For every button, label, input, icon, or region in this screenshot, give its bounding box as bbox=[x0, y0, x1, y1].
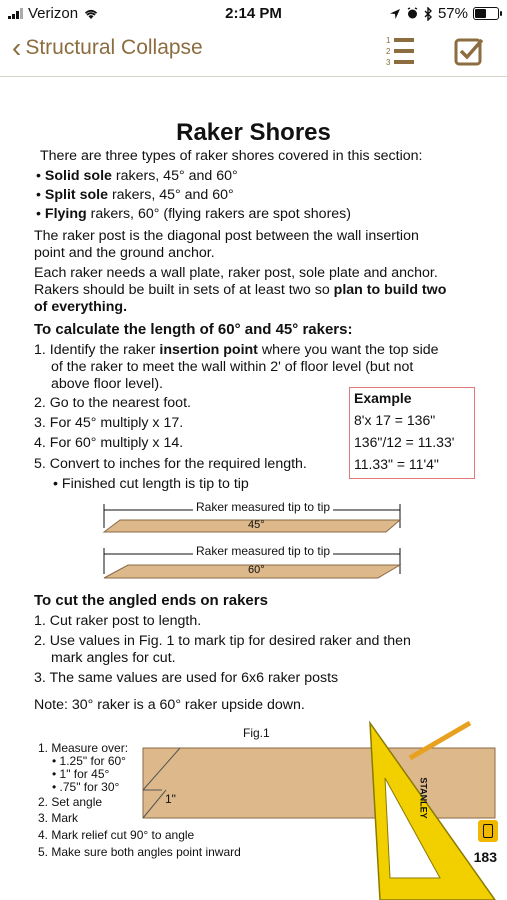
step-line: 2. Use values in Fig. 1 to mark tip for desired raker and then bbox=[34, 633, 411, 649]
figure-step: • 1" for 45° bbox=[52, 767, 110, 781]
step-line: 4. For 60° multiply x 14. bbox=[34, 435, 184, 451]
intro-text: There are three types of raker shores covered in this section: bbox=[40, 148, 423, 164]
checklist-icon[interactable] bbox=[452, 34, 486, 68]
step-line: 1. Identify the raker insertion point where you want the top side bbox=[34, 342, 439, 358]
paragraph-line: Rakers should be built in sets of at least two so plan to build two bbox=[34, 282, 447, 298]
paragraph-line: point and the ground anchor. bbox=[34, 245, 215, 261]
figure-step: 2. Set angle bbox=[38, 795, 103, 809]
paragraph-line: The raker post is the diagonal post between the wall insertion bbox=[34, 228, 419, 244]
example-line: 11.33" = 11'4" bbox=[354, 456, 439, 472]
figure-step: 3. Mark bbox=[38, 811, 79, 825]
dimension-label: 1" bbox=[165, 792, 176, 806]
alarm-icon bbox=[406, 7, 419, 20]
page-title: Raker Shores bbox=[176, 119, 331, 146]
bluetooth-icon bbox=[424, 7, 433, 21]
figure-step: 5. Make sure both angles point inward bbox=[38, 845, 241, 859]
figure-step: 4. Mark relief cut 90° to angle bbox=[38, 828, 195, 842]
svg-text:2: 2 bbox=[386, 47, 391, 56]
board-label: Raker measured tip to tip bbox=[193, 544, 333, 558]
example-box bbox=[349, 387, 475, 479]
step-line: 2. Go to the nearest foot. bbox=[34, 395, 191, 411]
paragraph-line: of everything. bbox=[34, 299, 128, 315]
board-label: Raker measured tip to tip bbox=[193, 500, 333, 514]
step-line: of the raker to meet the wall within 2' of floor level (but not bbox=[51, 359, 414, 375]
battery-icon bbox=[473, 7, 499, 20]
square-brand-label: STANLEY bbox=[418, 777, 429, 819]
angle-label: 45° bbox=[248, 519, 265, 531]
figure-step: • 1.25" for 60° bbox=[52, 754, 126, 768]
list-item: • Solid sole rakers, 45° and 60° bbox=[36, 168, 238, 184]
back-button[interactable] bbox=[12, 32, 203, 63]
navigation-bar bbox=[0, 28, 507, 77]
chevron-left-icon: ‹ bbox=[12, 32, 22, 63]
list-item: • Flying rakers, 60° (flying rakers are spot shores) bbox=[36, 206, 352, 222]
figure-caption: Fig.1 bbox=[243, 726, 270, 740]
step-line: above floor level). bbox=[51, 376, 163, 392]
svg-text:3: 3 bbox=[386, 58, 391, 67]
angle-label: 60° bbox=[248, 564, 265, 576]
svg-text:1: 1 bbox=[386, 36, 391, 45]
example-heading: Example bbox=[354, 390, 412, 406]
clock: 2:14 PM bbox=[225, 5, 282, 22]
back-label: Structural Collapse bbox=[25, 36, 203, 59]
figure-illustration bbox=[140, 718, 507, 900]
status-bar bbox=[0, 0, 507, 28]
battery-percent: 57% bbox=[437, 5, 468, 22]
carrier-name: Verizon bbox=[28, 5, 79, 22]
bookmark-icon[interactable] bbox=[478, 820, 498, 842]
section-heading: To cut the angled ends on rakers bbox=[34, 592, 268, 609]
step-line: 1. Cut raker post to length. bbox=[34, 613, 202, 629]
document-page bbox=[0, 78, 507, 900]
numbered-list-icon[interactable] bbox=[384, 34, 418, 68]
step-line: 5. Convert to inches for the required length. bbox=[34, 456, 307, 472]
step-line: mark angles for cut. bbox=[51, 650, 176, 666]
figure-step: • .75" for 30° bbox=[52, 780, 120, 794]
page-number: 183 bbox=[473, 849, 497, 865]
section-heading: To calculate the length of 60° and 45° rakers: bbox=[34, 321, 353, 338]
example-line: 136"/12 = 11.33' bbox=[354, 434, 455, 450]
step-subline: • Finished cut length is tip to tip bbox=[53, 476, 249, 492]
figure-step: 1. Measure over: bbox=[38, 741, 129, 755]
paragraph-line: Each raker needs a wall plate, raker post, sole plate and anchor. bbox=[34, 265, 438, 281]
step-line: 3. The same values are used for 6x6 raker posts bbox=[34, 670, 339, 686]
location-icon bbox=[389, 8, 401, 20]
step-line: 3. For 45° multiply x 17. bbox=[34, 415, 184, 431]
note-text: Note: 30° raker is a 60° raker upside down. bbox=[34, 697, 305, 713]
list-item: • Split sole rakers, 45° and 60° bbox=[36, 187, 234, 203]
status-icons bbox=[389, 5, 499, 22]
example-line: 8'x 17 = 136" bbox=[354, 412, 436, 428]
